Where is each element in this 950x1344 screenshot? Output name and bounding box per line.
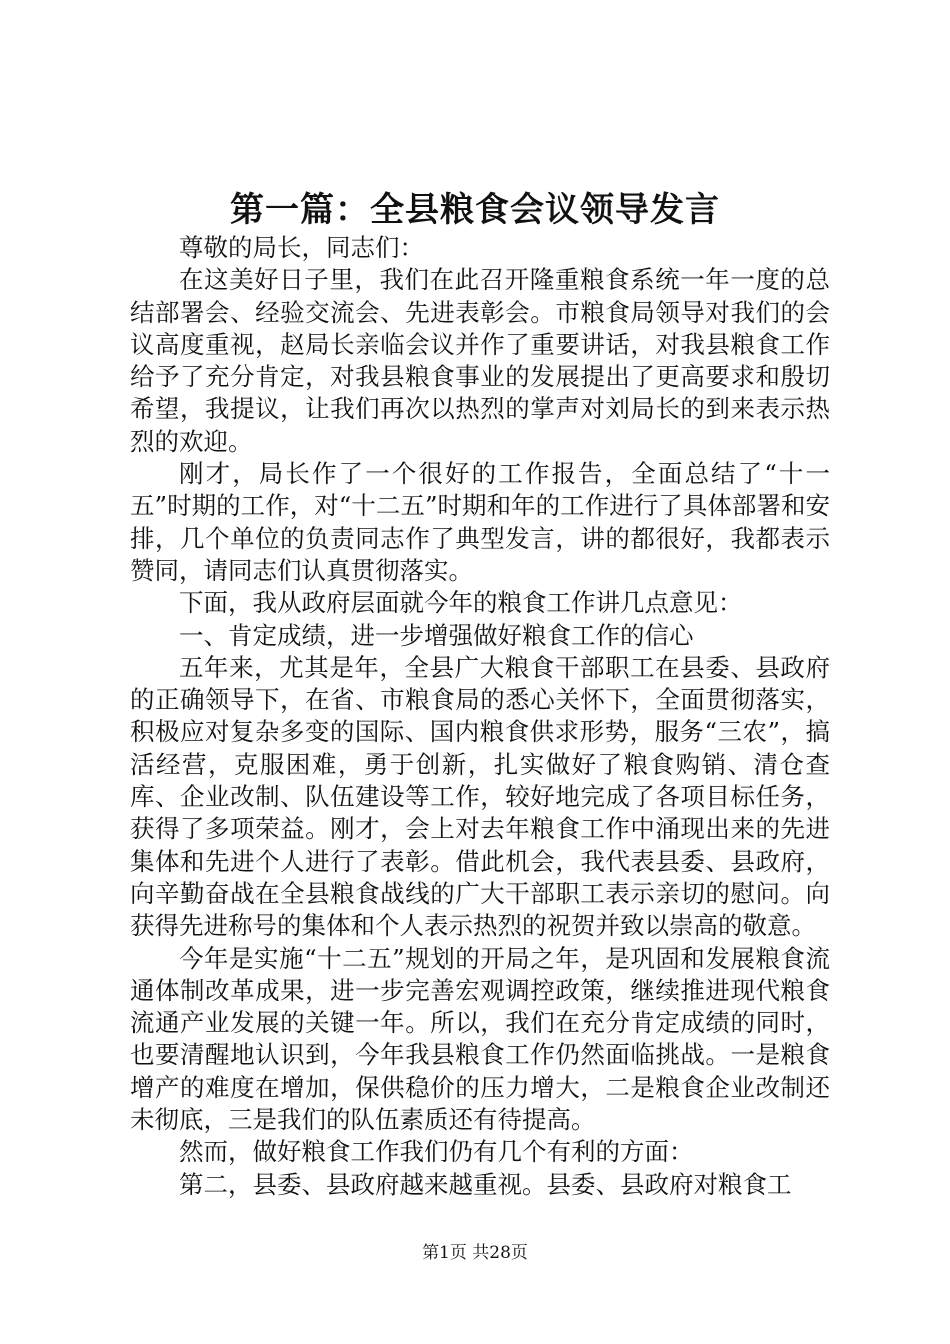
body-paragraph: 第二，县委、县政府越来越重视。县委、县政府对粮食工 [179,1169,792,1199]
body-paragraph: 然而，做好粮食工作我们仍有几个有利的方面： [179,1137,694,1167]
body-paragraph: 今年是实施“十二五”规划的开局之年，是巩固和发展粮食流通体制改革成果，进一步完善宏观调控政策，继续推进现代粮食流通产业发展的关键一年。所以，我们在充分肯定成绩的同时，也要清醒地认识到，今年我县粮食工作仍然面临挑战。一是粮食增产的难度在增加，保供稳价的压力增大，二是粮食企业改制还未彻底，三是我们的队伍素质还有待提高。 [130,943,830,1135]
body-paragraph: 刚才，局长作了一个很好的工作报告，全面总结了“十一五”时期的工作，对“十二五”时期和年的工作进行了具体部署和安排，几个单位的负责同志作了典型发言，讲的都很好，我都表示赞同，请同志们认真贯彻落实。 [130,459,830,585]
body-paragraph: 在这美好日子里，我们在此召开隆重粮食系统一年一度的总结部署会、经验交流会、先进表彰会。市粮食局领导对我们的会议高度重视，赵局长亲临会议并作了重要讲话，对我县粮食工作给予了充分肯定，对我县粮食事业的发展提出了更高要求和殷切希望，我提议，让我们再次以热烈的掌声对刘局长的到来表示热烈的欢迎。 [130,265,830,456]
document-title: 第一篇：全县粮食会议领导发言 [230,190,720,230]
page-number-footer: 第1页 共28页 [422,1243,528,1263]
salutation-paragraph: 尊敬的局长，同志们： [179,233,424,262]
body-paragraph: 下面，我从政府层面就今年的粮食工作讲几点意见： [179,588,743,618]
section-heading: 一、肯定成绩，进一步增强做好粮食工作的信心 [179,620,694,650]
body-paragraph: 五年来，尤其是年，全县广大粮食干部职工在县委、县政府的正确领导下，在省、市粮食局的悉心关怀下，全面贯彻落实，积极应对复杂多变的国际、国内粮食供求形势，服务“三农”，搞活经营，克服困难，勇于创新，扎实做好了粮食购销、清仓查库、企业改制、队伍建设等工作，较好地完成了各项目标任务，获得了多项荣益。刚才，会上对去年粮食工作中涌现出来的先进集体和先进个人进行了表彰。借此机会，我代表县委、县政府，向辛勤奋战在全县粮食战线的广大干部职工表示亲切的慰问。向获得先进称号的集体和个人表示热烈的祝贺并致以崇高的敬意。 [130,652,830,941]
document-body [130,232,830,1201]
